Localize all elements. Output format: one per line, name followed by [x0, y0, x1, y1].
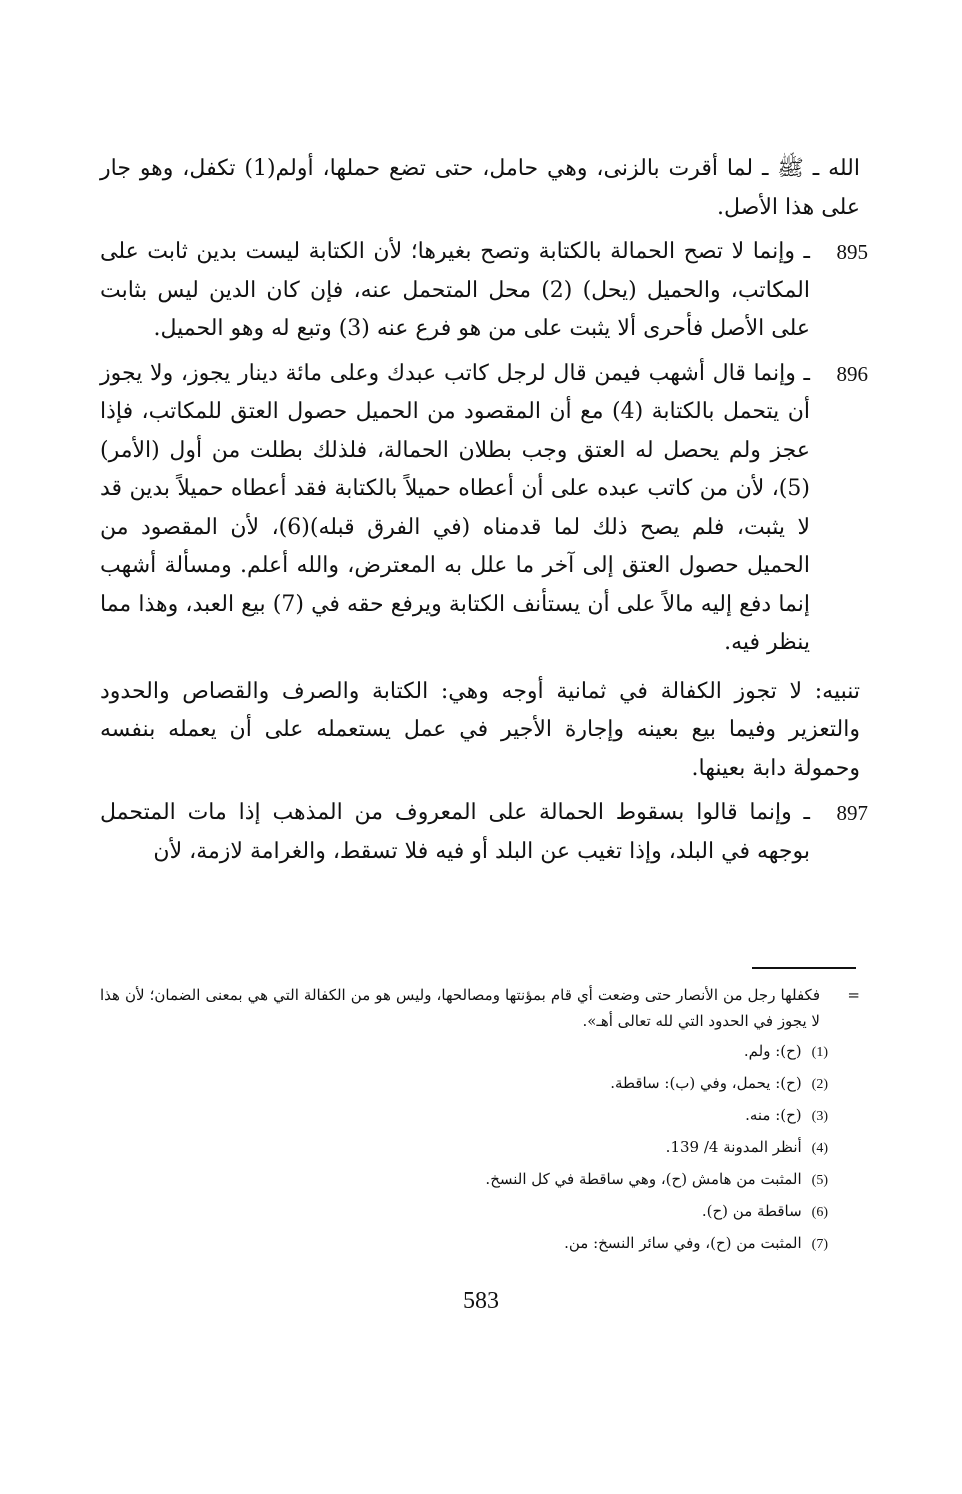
footnote-text: (ح): يحمل، وفي (ب): ساقطة. — [610, 1074, 802, 1092]
paragraph-number: 895 — [836, 240, 868, 264]
paragraph-text: ـ وإنما لا تصح الحمالة بالكتابة وتصح بغيرها؛ لأن الكتابة ليست بدين ثابت على المكاتب، والحميل (يحل) (2) محل المتحمل عنه، فإن كان الدين ليس بثابت على الأصل فأحرى ألا يثبت على من هو فرع عنه (3) وتبع له وهو الحميل. — [100, 239, 810, 341]
footnote-number: (2) — [811, 1077, 828, 1092]
footnote-item — [100, 1198, 828, 1226]
footnote-item — [100, 1070, 828, 1098]
footnote-item — [100, 1038, 828, 1066]
footnote-number: (3) — [811, 1109, 828, 1124]
footnote-item — [100, 1230, 828, 1258]
footnote-text: المثبت من (ح)، وفي سائر النسخ: من. — [564, 1234, 802, 1252]
page-number: 583 — [463, 1288, 499, 1314]
footnote-number: (1) — [811, 1045, 828, 1060]
footnote-text: (ح): ولم. — [743, 1042, 802, 1060]
intro-paragraph: الله ـ ﷺ ـ لما أقرت بالزنى، وهي حامل، حتى تضع حملها، أولم(1) تكفل، وهو جار على هذا الأصل. — [100, 156, 860, 220]
footnote-number: (5) — [811, 1173, 828, 1188]
paragraph-number: 896 — [836, 361, 868, 386]
continuation-marker: = — [847, 986, 860, 1004]
paragraph-text: ـ وإنما قالوا بسقوط الحمالة على المعروف من المذهب إذا مات المتحمل بوجهه في البلد، وإذا تغيب عن البلد أو فيه فلا تسقط، والغرامة لازمة، لأن — [100, 800, 810, 864]
footnote-item — [100, 1166, 828, 1194]
paragraph-895 — [100, 233, 868, 349]
note-paragraph: تنبيه: لا تجوز الكفالة في ثمانية أوجه وهي: الكتابة والصرف والقصاص والحدود والتعزير وفيما بيع بعينه وإجارة الأجير في عمل يستعمله على أن يعمله بنفسه وحمولة دابة بعينها. — [100, 678, 860, 781]
footnote-number: (4) — [811, 1141, 828, 1156]
footnote-number: (6) — [811, 1205, 828, 1220]
paragraph-896 — [100, 355, 868, 663]
main-text — [100, 150, 868, 871]
continuation-text: فكفلها رجل من الأنصار حتى وضعت أي قام بمؤنتها ومصالحها، وليس هو من الكفالة التي هي بمعنى الضمان؛ لأن هذا لا يجوز في الحدود التي لله تعالى أهـ». — [100, 986, 820, 1030]
paragraph-number: 897 — [836, 801, 868, 825]
paragraph-897 — [100, 794, 868, 871]
footnote-text: المثبت من هامش (ح)، وهي ساقطة في كل النسخ. — [485, 1170, 802, 1188]
footnote-item — [100, 1102, 828, 1130]
footnote-text: أنظر المدونة 4/ 139. — [665, 1138, 802, 1156]
footnote-text: (ح): منه. — [745, 1106, 802, 1124]
footnote-divider — [752, 967, 856, 969]
footnote-number: (7) — [811, 1237, 828, 1252]
paragraph-text: ـ وإنما قال أشهب فيمن قال لرجل كاتب عبدك وعلى مائة دينار يجوز، ولا يجوز أن يتحمل بالكتابة (4) مع أن المقصود من الحميل حصول العتق للمكاتب، فإذا عجز ولم يحصل له العتق وجب بطلان الحمالة، فلذلك بطلت من أول (الأمر)(5)، لأن من كاتب عبده على أن أعطاه حميلاً بالكتابة فقد أعطاه حميلاً بدين قد لا يثبت، فلم يصح ذلك لما قدمناه (في الفرق قبله)(6)، لأن المقصود من الحميل حصول العتق إلى آخر ما علل به المعترض، والله أعلم. ومسألة أشهب إنما دفع إليه مالاً على أن يستأنف الكتابة ويرفع حقه في (7) بيع العبد، وهذا مما ينظر فيه. — [100, 360, 810, 655]
footnotes — [100, 982, 860, 1258]
footnote-continuation — [100, 982, 860, 1034]
footnote-text: ساقطة من (ح). — [701, 1202, 802, 1220]
footnote-item — [100, 1134, 828, 1162]
